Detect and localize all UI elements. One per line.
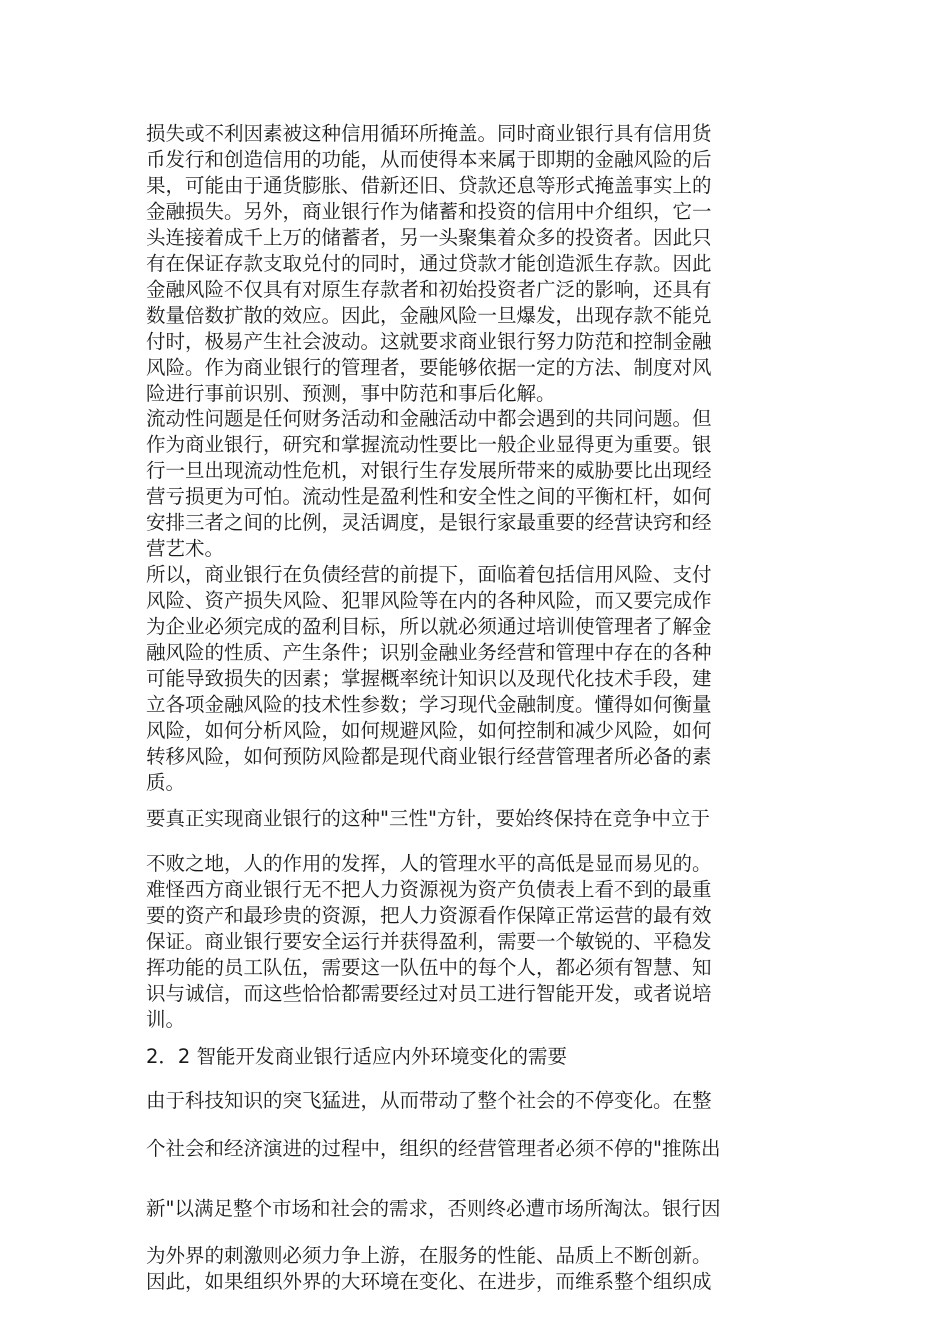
paragraph-line: 风险、资产损失风险、犯罪风险等在内的各种风险，而又要完成作 bbox=[146, 589, 712, 612]
paragraph-line: 行一旦出现流动性危机，对银行生存发展所带来的威胁要比出现经 bbox=[146, 459, 712, 482]
paragraph-line: 转移风险，如何预防风险都是现代商业银行经营管理者所必备的素 bbox=[146, 745, 712, 768]
paragraph-line: 不败之地，人的作用的发挥，人的管理水平的高低是显而易见的。 bbox=[146, 852, 712, 875]
paragraph-line: 识与诚信，而这些恰恰都需要经过对员工进行智能开发，或者说培 bbox=[146, 982, 712, 1005]
paragraph-line: 训。 bbox=[146, 1008, 186, 1031]
paragraph-line: 果，可能由于通货膨胀、借新还旧、贷款还息等形式掩盖事实上的 bbox=[146, 174, 712, 197]
paragraph-line: 个社会和经济演进的过程中，组织的经营管理者必须不停的"推陈出 bbox=[146, 1137, 721, 1160]
paragraph-line: 风险，如何分析风险，如何规避风险，如何控制和减少风险，如何 bbox=[146, 719, 712, 742]
section-heading: 2．2 智能开发商业银行适应内外环境变化的需要 bbox=[146, 1045, 568, 1068]
paragraph-line: 可能导致损失的因素；掌握概率统计知识以及现代化技术手段，建 bbox=[146, 667, 712, 690]
paragraph-line: 损失或不利因素被这种信用循环所掩盖。同时商业银行具有信用货 bbox=[146, 122, 712, 145]
paragraph-line: 作为商业银行，研究和掌握流动性要比一般企业显得更为重要。银 bbox=[146, 433, 712, 456]
paragraph-line: 新"以满足整个市场和社会的需求，否则终必遭市场所淘汰。银行因 bbox=[146, 1197, 721, 1220]
paragraph-line: 保证。商业银行要安全运行并获得盈利，需要一个敏锐的、平稳发 bbox=[146, 930, 712, 953]
paragraph-line: 要真正实现商业银行的这种"三性"方针，要始终保持在竞争中立于 bbox=[146, 807, 710, 830]
paragraph-line: 金融损失。另外，商业银行作为储蓄和投资的信用中介组织，它一 bbox=[146, 200, 712, 223]
paragraph-line: 数量倍数扩散的效应。因此，金融风险一旦爆发，出现存款不能兑 bbox=[146, 304, 712, 327]
paragraph-line: 所以，商业银行在负债经营的前提下，面临着包括信用风险、支付 bbox=[146, 563, 712, 586]
paragraph-line: 要的资产和最珍贵的资源，把人力资源看作保障正常运营的最有效 bbox=[146, 904, 712, 927]
paragraph-line: 风险。作为商业银行的管理者，要能够依据一定的方法、制度对风 bbox=[146, 356, 712, 379]
paragraph-line: 融风险的性质、产生条件；识别金融业务经营和管理中存在的各种 bbox=[146, 641, 712, 664]
paragraph-line: 为企业必须完成的盈利目标，所以就必须通过培训使管理者了解金 bbox=[146, 615, 712, 638]
paragraph-line: 安排三者之间的比例，灵活调度，是银行家最重要的经营诀窍和经 bbox=[146, 511, 712, 534]
paragraph-line: 有在保证存款支取兑付的同时，通过贷款才能创造派生存款。因此 bbox=[146, 252, 712, 275]
paragraph-line: 险进行事前识别、预测，事中防范和事后化解。 bbox=[146, 382, 556, 405]
paragraph-line: 币发行和创造信用的功能，从而使得本来属于即期的金融风险的后 bbox=[146, 148, 712, 171]
paragraph-line: 金融风险不仅具有对原生存款者和初始投资者广泛的影响，还具有 bbox=[146, 278, 712, 301]
paragraph-line: 营亏损更为可怕。流动性是盈利性和安全性之间的平衡杠杆，如何 bbox=[146, 485, 712, 508]
paragraph-line: 营艺术。 bbox=[146, 537, 225, 560]
paragraph-line: 由于科技知识的突飞猛进，从而带动了整个社会的不停变化。在整 bbox=[146, 1089, 712, 1112]
paragraph-line: 付时，极易产生社会波动。这就要求商业银行努力防范和控制金融 bbox=[146, 330, 712, 353]
paragraph-line: 难怪西方商业银行无不把人力资源视为资产负债表上看不到的最重 bbox=[146, 878, 712, 901]
paragraph-line: 质。 bbox=[146, 771, 186, 794]
paragraph-line: 因此，如果组织外界的大环境在变化、在进步，而维系整个组织成 bbox=[146, 1270, 712, 1293]
paragraph-line: 头连接着成千上万的储蓄者，另一头聚集着众多的投资者。因此只 bbox=[146, 226, 712, 249]
paragraph-line: 流动性问题是任何财务活动和金融活动中都会遇到的共同问题。但 bbox=[146, 407, 712, 430]
paragraph-line: 为外界的刺激则必须力争上游，在服务的性能、品质上不断创新。 bbox=[146, 1244, 712, 1267]
paragraph-line: 挥功能的员工队伍，需要这一队伍中的每个人，都必须有智慧、知 bbox=[146, 956, 712, 979]
paragraph-line: 立各项金融风险的技术性参数；学习现代金融制度。懂得如何衡量 bbox=[146, 693, 712, 716]
